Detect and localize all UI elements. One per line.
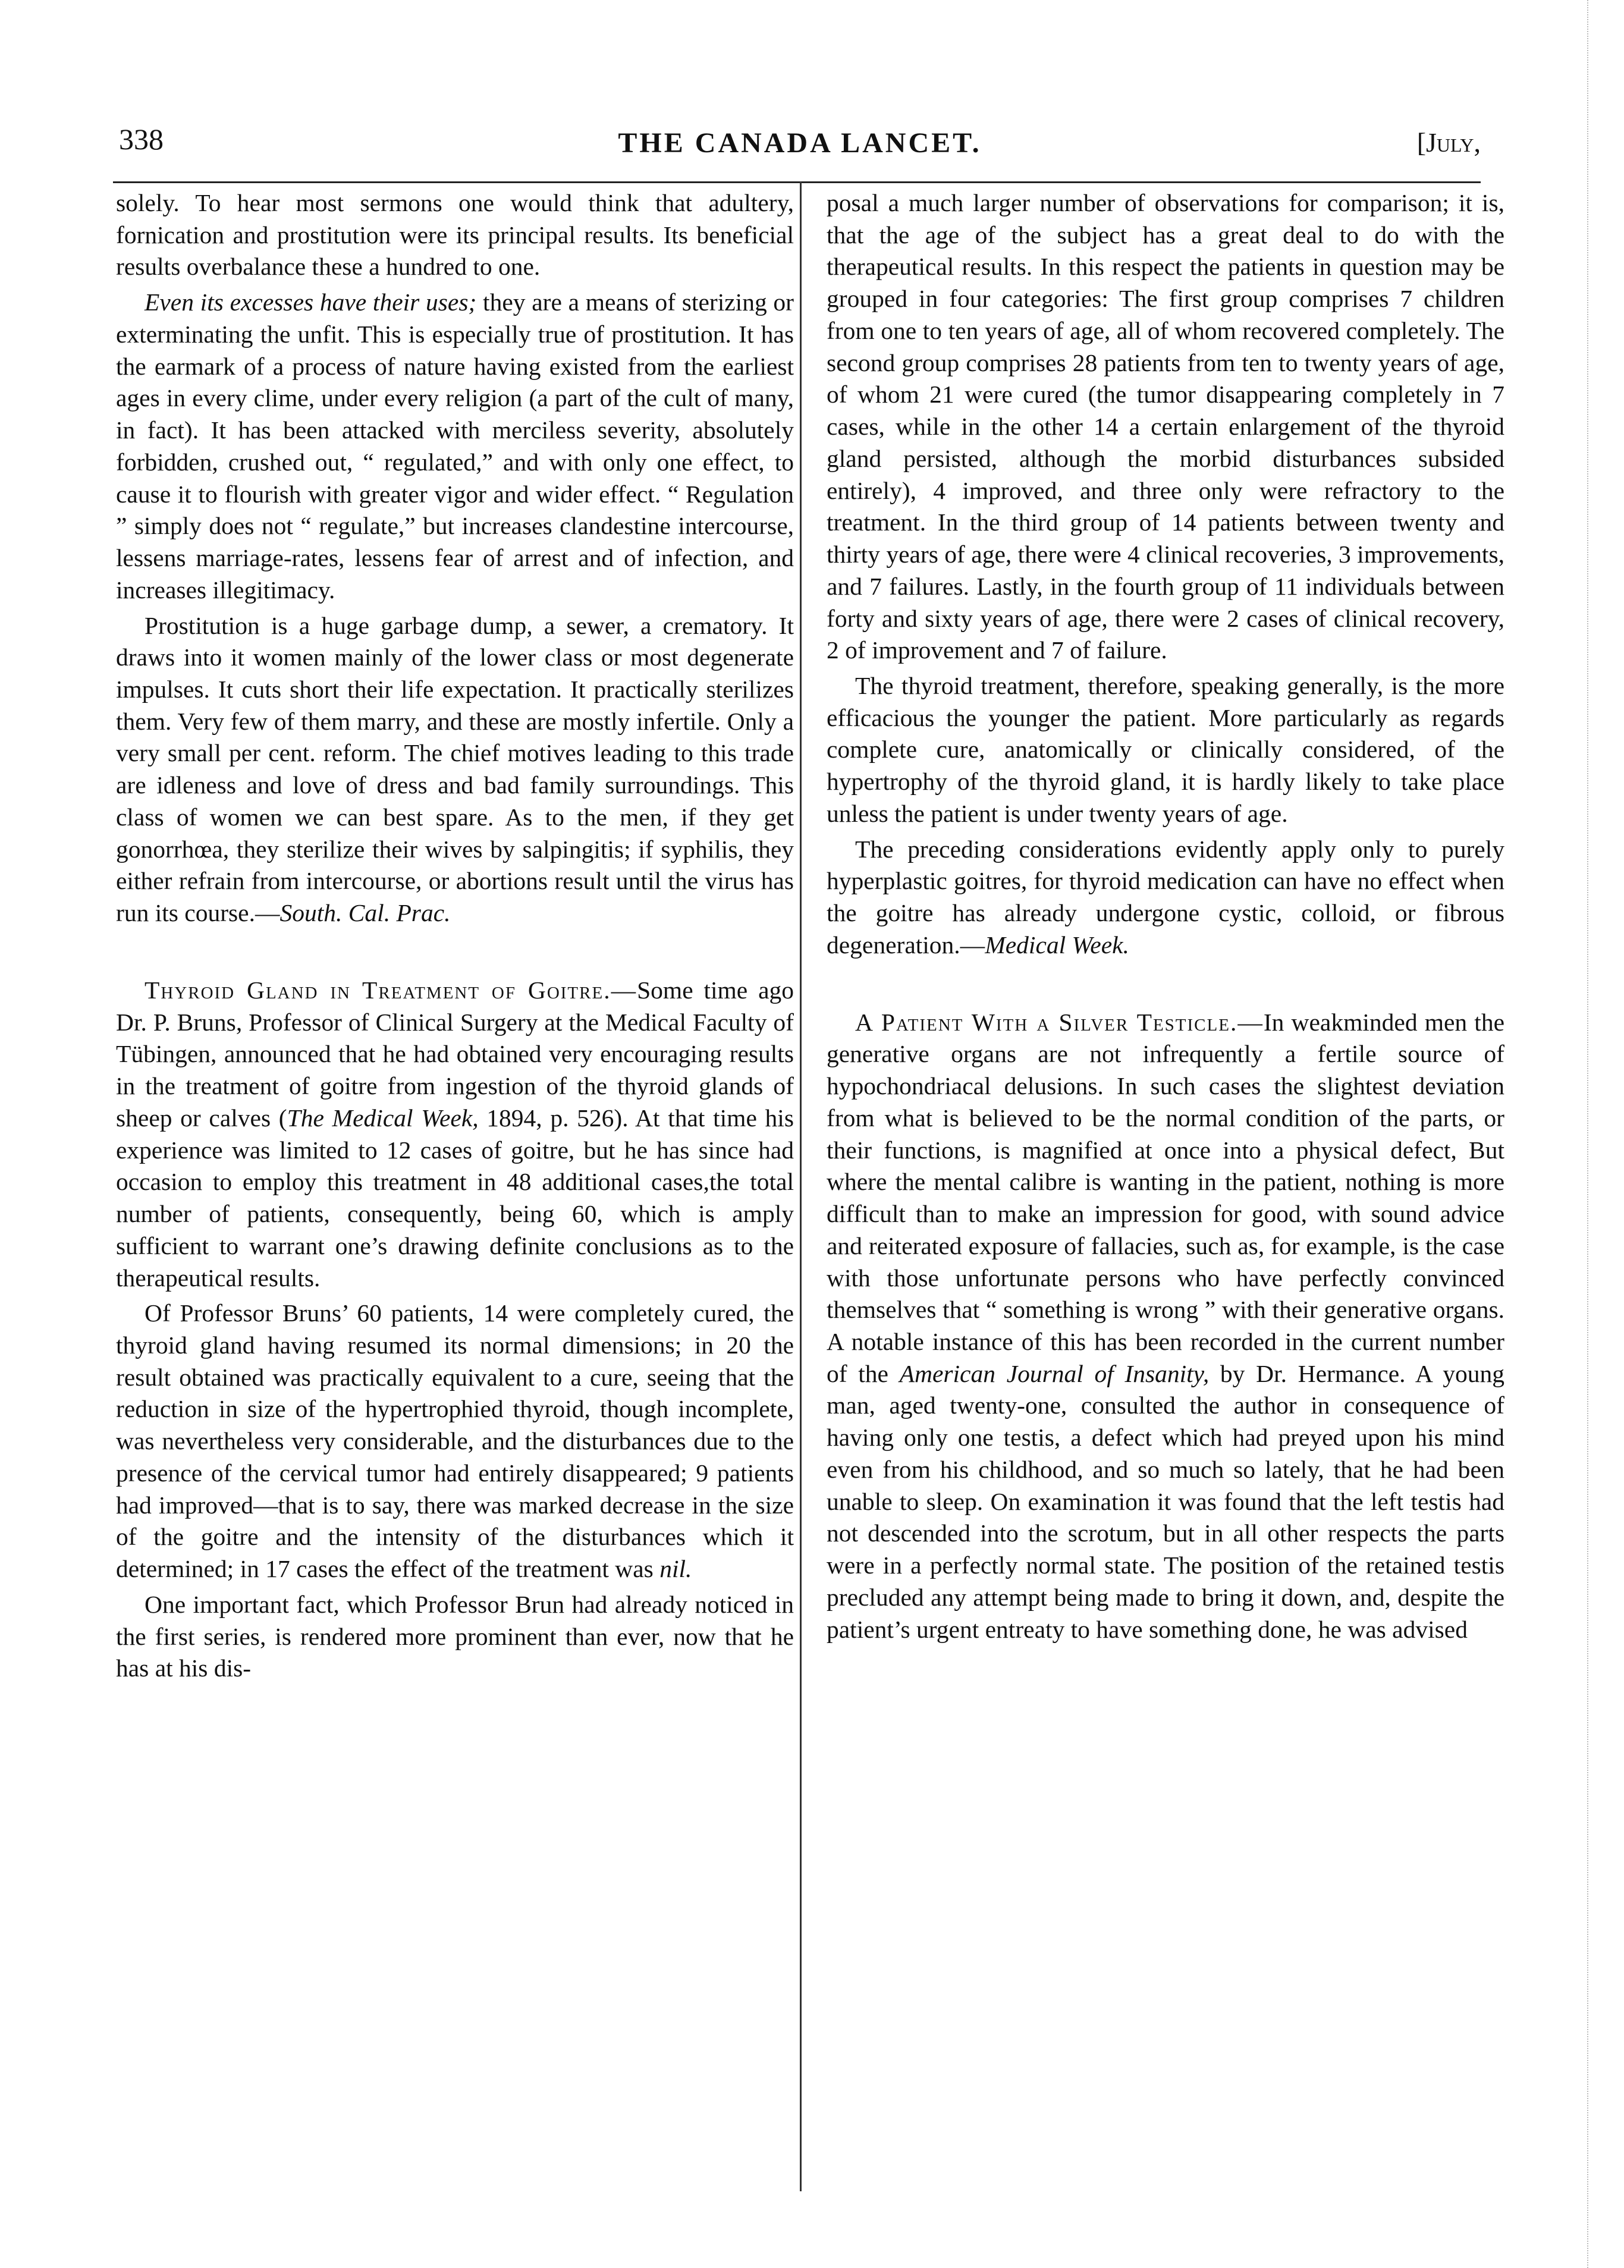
- page-edge: [1587, 0, 1624, 2268]
- paragraph-text: The preceding considerations evidently apply only to purely hyperplastic goitres, for thyroid medication can have no effect when the goitre has already undergone cystic, colloid, or fibrous degeneration.—: [827, 835, 1504, 959]
- header-rule: [113, 181, 1481, 183]
- paragraph: [827, 834, 1504, 962]
- paragraph: The thyroid treatment, therefore, speaking generally, is the more efficacious the younger the patient. More particularly as regards complete cure, anatomically or clinically considered, of the hypertrophy of the thyroid gland, it is hardly likely to take place unless the patient is under twenty years of age.: [827, 672, 1504, 827]
- section-heading-goitre: Thyroid Gland in Treatment of Goitre.—: [145, 976, 637, 1004]
- paragraph-text: Of Professor Bruns’ 60 patients, 14 were completely cured, the thyroid gland having resumed its normal dimensions; in 20 the result obtained was practically equivalent to a cure, seeing that the reduction in size of the hypertrophied thyroid, though incomplete, was nevertheless very considerable, and the disturbances due to the presence of the cervical tumor had entirely disappeared; 9 patients had improved—that is to say, there was marked decrease in the size of the goitre and the intensity of the disturbances which it determined; in 17 cases the effect of the treatment was: [116, 1299, 794, 1583]
- paragraph-text: In weakminded men the generative organs are not infrequently a fertile source of hypochondriacal delusions. In such cases the slightest deviation from what is believed to be the normal condition of the parts, or their functions, is magnified at once into a physical defect, But where the mental calibre is wanting in the patient, nothing is more difficult than to make an impression for good, with sound advice and reiterated exposure of fallacies, such as, for example, is the case with those unfortunate persons who have perfectly convinced themselves that “ something is wrong ” with their generative organs. A notable instance of this has been recorded in the current number of the: [827, 1008, 1504, 1387]
- page-number: 338: [119, 122, 164, 156]
- paragraph: One important fact, which Professor Brun had already noticed in the first series, is rendered more prominent than ever, now that he has at his dis-: [116, 1590, 794, 1682]
- journal-reference: American Journal of Insanity,: [899, 1359, 1210, 1387]
- paragraph-text: Some time ago Dr. P. Bruns, Professor of Clinical Surgery at the Medical Faculty of Tübingen, announced that he had obtained very encouraging results in the treatment of goitre from ingestion of the thyroid glands of sheep or calves (: [116, 976, 794, 1132]
- paragraph-text: 1894, p. 526). At that time his experience was limited to 12 cases of goitre, but he has since had occasion to employ this treatment in 48 additional cases,the total number of patients, consequently, being 60, which is amply sufficient to warrant one’s drawing definite conclusions as to the therapeutical results.: [116, 1104, 794, 1292]
- column-divider: [800, 181, 802, 2191]
- paragraph: posal a much larger number of observations for comparison; it is, that the age of the subject has a great deal to do with the therapeutical results. In this respect the patients in question may be grouped in four categories: The first group comprises 7 children from one to ten years of age, all of whom recovered completely. The second group comprises 28 patients from ten to twenty years of age, of whom 21 were cured (the tumor disappearing completely in 7 cases, while in the other 14 a certain enlargement of the thyroid gland persisted, although the morbid disturbances subsided entirely), 4 improved, and three only were refractory to the treatment. In the third group of 14 patients between twenty and thirty years of age, there were 4 clinical recoveries, 3 improvements, and 7 failures. Lastly, in the fourth group of 11 individuals between forty and sixty years of age, there were 2 cases of clinical recovery, 2 of improvement and 7 of failure.: [827, 189, 1504, 664]
- paragraph: [116, 610, 794, 929]
- source-citation: South. Cal. Prac.: [279, 899, 451, 927]
- paragraph: [827, 1007, 1504, 1646]
- paragraph: [116, 1298, 794, 1585]
- section-gap: [116, 933, 794, 975]
- paragraph: [116, 975, 794, 1294]
- emphasis: Even its excesses have their uses;: [145, 288, 477, 316]
- emphasis: nil.: [659, 1555, 692, 1583]
- paragraph: solely. To hear most sermons one would think that adultery, fornication and prostitution were its principal results. Its beneficial results overbalance these a hundred to one.: [116, 189, 794, 281]
- issue-month: [July,: [1416, 127, 1481, 158]
- left-column: [116, 187, 794, 1688]
- paragraph-text: by Dr. Hermance. A young man, aged twenty-one, consulted the author in consequence of having only one testis, a defect which had preyed upon his mind even from his childhood, and so much so lately, that he had been unable to sleep. On examination it was found that the left testis had not descended into the scrotum, but in all other respects the parts were in a perfectly normal state. The position of the retained testis precluded any attempt being made to bring it down, and, despite the patient’s urgent entreaty to have something done, he was advised: [827, 1359, 1504, 1643]
- paragraph-text: they are a means of sterizing or exterminating the unfit. This is especially true of prostitution. It has the earmark of a process of nature having existed from the earliest ages in every clime, under every religion (a part of the cult of many, in fact). It has been attacked with merciless severity, absolutely forbidden, crushed out, “ regulated,” and with only one effect, to cause it to flourish with greater vigor and wider effect. “ Regulation ” simply does not “ regulate,” but increases clandestine intercourse, lessens marriage-rates, lessens fear of arrest and of infection, and increases illegitimacy.: [116, 288, 794, 604]
- section-gap: [827, 965, 1504, 1007]
- source-citation: Medical Week.: [985, 931, 1129, 959]
- section-heading-testicle: A Patient With a Silver Testicle.—: [855, 1008, 1264, 1036]
- paragraph: [116, 287, 794, 606]
- journal-reference: The Medical Week,: [287, 1104, 479, 1132]
- journal-title: THE CANADA LANCET.: [618, 127, 982, 159]
- paragraph-text: Prostitution is a huge garbage dump, a sewer, a crematory. It draws into it women mainly of the lower class or most degenerate impulses. It cuts short their life expectation. It practically sterilizes them. Very few of them marry, and these are mostly infertile. Only a very small per cent. reform. The chief motives leading to this trade are idleness and love of dress and bad family surroundings. This class of women we can best spare. As to the men, if they get gonorrhœa, they sterilize their wives by salpingitis; if syphilis, they either refrain from intercourse, or abortions result until the virus has run its course.—: [116, 611, 794, 927]
- page-header: [119, 122, 1481, 175]
- right-column: [827, 187, 1504, 1649]
